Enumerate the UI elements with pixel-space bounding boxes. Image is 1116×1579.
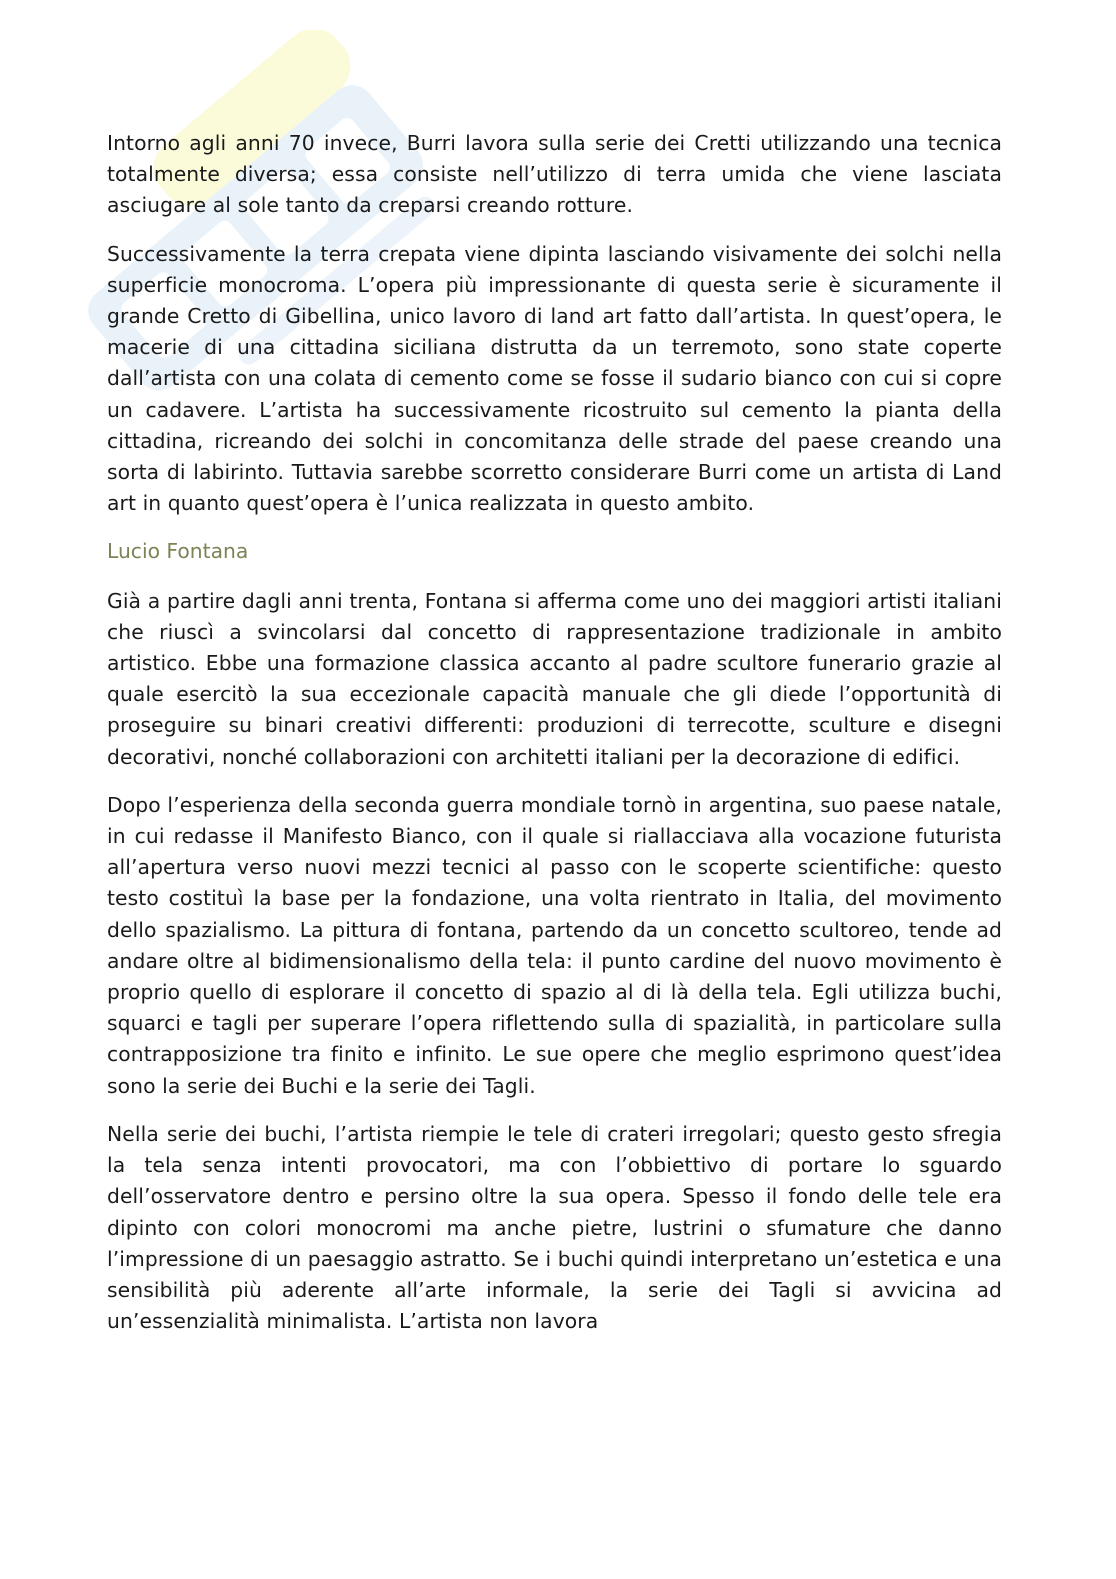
paragraph-cretto-gibellina: Successivamente la terra crepata viene dipinta lasciando visivamente dei solchi nella superficie monocroma. L’opera più impressionante di questa serie è sicuramente il grande Cretto di Gibellina, unico lavoro di land art fatto dall’artista. In quest’opera, le macerie di una cittadina siciliana distrutta da un terremoto, sono state coperte dall’artista con una colata di cemento come se fosse il sudario bianco con cui si copre un cadavere. L’artista ha successivamente ricostruito sul cemento la pianta della cittadina, ricreando dei solchi in concomitanza delle strade del paese creando una sorta di labirinto. Tuttavia sarebbe scorretto considerare Burri come un artista di Land art in quanto quest’opera è l’unica realizzata in questo ambito. [107, 241, 1002, 516]
paragraph-buchi-tagli: Nella serie dei buchi, l’artista riempie le tele di crateri irregolari; questo gesto sfregia la tela senza intenti provocatori, ma con l’obbiettivo di portare lo sguardo dell’osservatore dentro e persino oltre la sua opera. Spesso il fondo delle tele era dipinto con colori monocromi ma anche pietre, lustrini o sfumature che danno l’impressione di un paesaggio astratto. Se i buchi quindi interpretano un’estetica e una sensibilità più aderente all’arte informale, la serie dei Tagli si avvicina ad un’essenzialità minimalista. L’artista non lavora [107, 1121, 1002, 1334]
section-heading-lucio-fontana: Lucio Fontana [107, 539, 249, 564]
paragraph-spazialismo: Dopo l’esperienza della seconda guerra mondiale tornò in argentina, suo paese natale, in cui redasse il Manifesto Bianco, con il quale si riallacciava alla vocazione futurista all’apertura verso nuovi mezzi tecnici al passo con le scoperte scientifiche: questo testo costituì la base per la fondazione, una volta rientrato in Italia, del movimento dello spazialismo. La pittura di fontana, partendo da un concetto scultoreo, tende ad andare oltre al bidimensionalismo della tela: il punto cardine del nuovo movimento è proprio quello di esplorare il concetto di spazio al di là della tela. Egli utilizza buchi, squarci e tagli per superare l’opera riflettendo sulla di spazialità, in particolare sulla contrapposizione tra finito e infinito. Le sue opere che meglio esprimono quest’idea sono la serie dei Buchi e la serie dei Tagli. [107, 792, 1002, 1098]
paragraph-fontana-intro: Già a partire dagli anni trenta, Fontana si afferma come uno dei maggiori artisti italiani che riuscì a svincolarsi dal concetto di rappresentazione tradizionale in ambito artistico. Ebbe una formazione classica accanto al padre scultore funerario grazie al quale esercitò la sua eccezionale capacità manuale che gli diede l’opportunità di proseguire su binari creativi differenti: produzioni di terrecotte, sculture e disegni decorativi, nonché collaborazioni con architetti italiani per la decorazione di edifici. [107, 588, 1002, 769]
paragraph-cretti-intro: Intorno agli anni 70 invece, Burri lavora sulla serie dei Cretti utilizzando una tecnica totalmente diversa; essa consiste nell’utilizzo di terra umida che viene lasciata asciugare al sole tanto da creparsi creando rotture. [107, 131, 1002, 218]
document-page [107, 128, 1002, 1354]
